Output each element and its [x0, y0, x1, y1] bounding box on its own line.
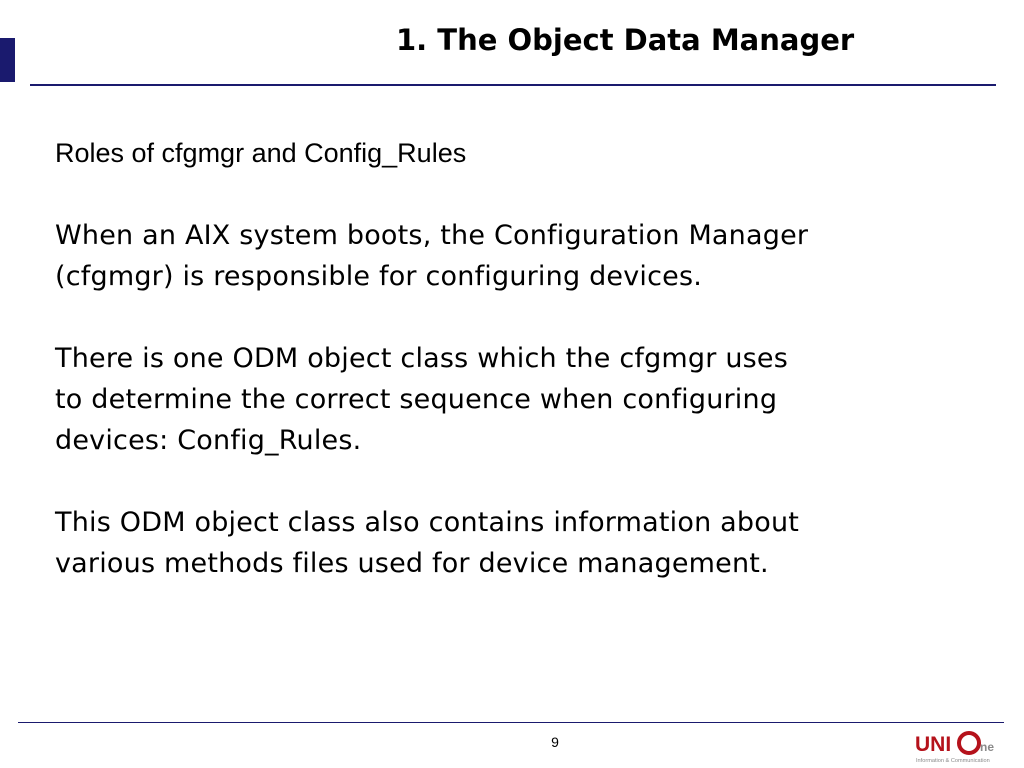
paragraph-line: to determine the correct sequence when configuring — [55, 384, 778, 415]
paragraph-line: There is one ODM object class which the cfgmgr uses — [55, 343, 789, 374]
logo-uni-text: UNI — [915, 733, 952, 756]
slide-content — [55, 135, 985, 625]
paragraph-config-rules — [55, 338, 985, 461]
footer-divider — [18, 722, 1004, 723]
section-heading: Roles of cfgmgr and Config_Rules — [55, 138, 467, 168]
page-number: 9 — [551, 734, 559, 750]
title-divider — [30, 84, 996, 86]
paragraph-line: When an AIX system boots, the Configuration Manager — [55, 220, 809, 251]
left-accent-bar — [0, 38, 15, 82]
slide-title: 1. The Object Data Manager — [396, 23, 855, 57]
logo-o-ring — [959, 733, 979, 753]
paragraph-methods — [55, 502, 985, 584]
paragraph-boot — [55, 215, 985, 297]
unione-logo — [914, 726, 1014, 766]
logo-ne-text: ne — [980, 740, 995, 754]
paragraph-line: devices: Config_Rules. — [55, 425, 362, 456]
paragraph-line: (cfgmgr) is responsible for configuring devices. — [55, 261, 703, 292]
logo-tagline: Information & Communication — [916, 758, 990, 764]
paragraph-line: This ODM object class also contains information about — [55, 507, 800, 538]
paragraph-line: various methods files used for device management. — [55, 548, 769, 579]
